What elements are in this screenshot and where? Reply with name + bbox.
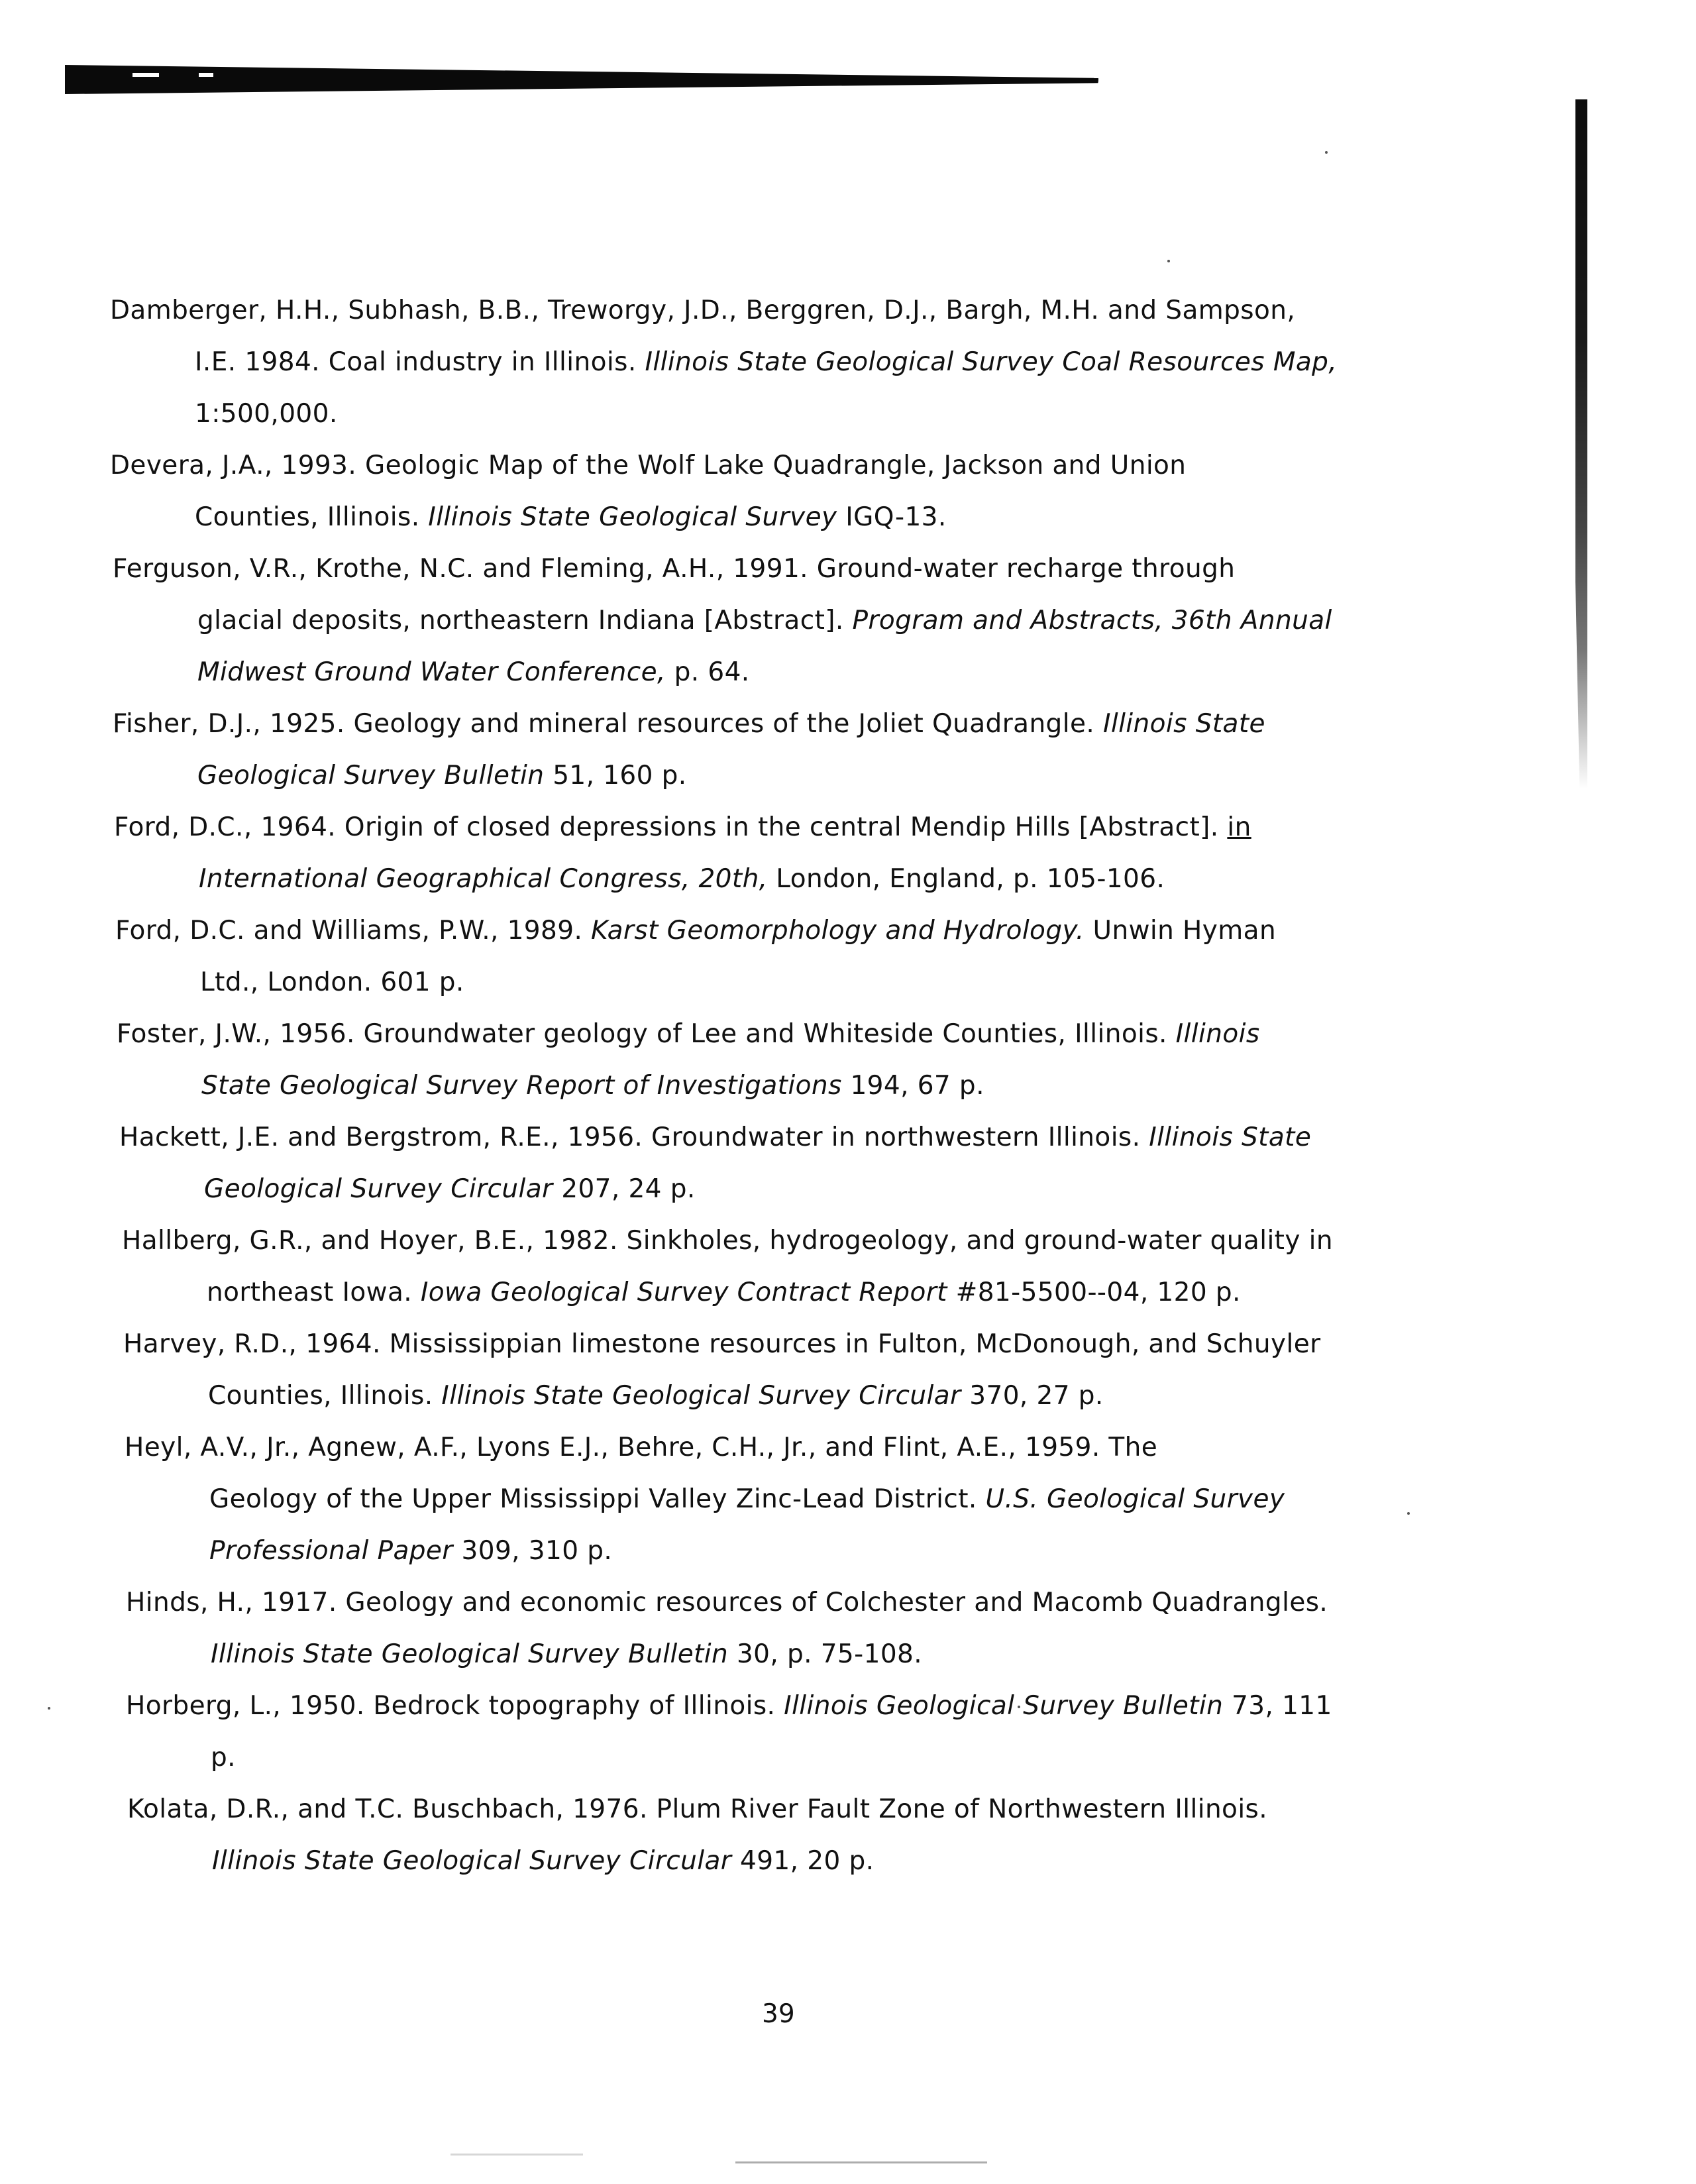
reference-entry bbox=[122, 1215, 1333, 1319]
scan-smudge bbox=[450, 2154, 583, 2156]
italic-title: Illinois State bbox=[1102, 709, 1265, 739]
scan-dot bbox=[1325, 151, 1328, 154]
reference-continuation-line bbox=[115, 957, 1276, 1009]
italic-title: Illinois State Geological Survey bbox=[428, 502, 837, 532]
reference-text: Devera, J.A., 1993. Geologic Map of the Wolf Lake Quadrangle, Jackson and Union bbox=[110, 451, 1187, 480]
reference-continuation-line bbox=[125, 1474, 1285, 1525]
reference-text: glacial deposits, northeastern Indiana [Abstract]. bbox=[197, 606, 853, 635]
italic-title: Illinois State Geological Survey Circular bbox=[441, 1381, 961, 1411]
reference-text: Heyl, A.V., Jr., Agnew, A.F., Lyons E.J., Behre, C.H., Jr., and Flint, A.E., 1959. The bbox=[125, 1433, 1158, 1462]
reference-text: 73, 111 bbox=[1223, 1691, 1332, 1721]
reference-continuation-line bbox=[114, 853, 1251, 905]
italic-title: Illinois bbox=[1175, 1019, 1260, 1049]
reference-text: northeast Iowa. bbox=[207, 1278, 421, 1307]
reference-continuation-line bbox=[119, 1164, 1311, 1215]
reference-entry bbox=[126, 1680, 1332, 1784]
reference-entry bbox=[126, 1577, 1328, 1680]
reference-first-line bbox=[110, 285, 1337, 337]
reference-continuation-line bbox=[117, 1060, 1260, 1112]
reference-text: Foster, J.W., 1956. Groundwater geology of Lee and Whiteside Counties, Illinois. bbox=[117, 1019, 1176, 1049]
scan-dot bbox=[1407, 1512, 1410, 1515]
reference-entry bbox=[114, 802, 1251, 905]
reference-text: Unwin Hyman bbox=[1084, 916, 1277, 946]
reference-continuation-line bbox=[126, 1732, 1332, 1784]
reference-text: 1:500,000. bbox=[195, 399, 338, 429]
reference-text: Ltd., London. 601 p. bbox=[200, 967, 464, 997]
reference-first-line bbox=[126, 1577, 1328, 1629]
reference-text: 194, 67 p. bbox=[841, 1071, 984, 1101]
reference-text: Counties, Illinois. bbox=[195, 502, 429, 532]
reference-text: Ford, D.C. and Williams, P.W., 1989. bbox=[115, 916, 592, 946]
scan-speck bbox=[132, 73, 159, 77]
underlined-text: in bbox=[1227, 812, 1251, 842]
reference-text: Hinds, H., 1917. Geology and economic resources of Colchester and Macomb Quadrangles. bbox=[126, 1588, 1328, 1617]
reference-text: Counties, Illinois. bbox=[208, 1381, 442, 1411]
reference-entry bbox=[123, 1319, 1321, 1422]
reference-continuation-line bbox=[110, 492, 1186, 543]
reference-text: Damberger, H.H., Subhash, B.B., Treworgy, J.D., Berggren, D.J., Bargh, M.H. and Sampson, bbox=[110, 296, 1296, 325]
reference-text: 309, 310 p. bbox=[452, 1536, 613, 1566]
italic-title: Illinois Geological Survey Bulletin bbox=[784, 1691, 1224, 1721]
reference-continuation-line bbox=[110, 337, 1337, 388]
reference-text: p. 64. bbox=[665, 657, 750, 687]
reference-text: Ford, D.C., 1964. Origin of closed depressions in the central Mendip Hills [Abstract]. bbox=[114, 812, 1228, 842]
italic-title: Iowa Geological Survey Contract Report bbox=[420, 1278, 947, 1307]
scan-dot bbox=[1167, 260, 1170, 262]
italic-title: International Geographical Congress, 20th, bbox=[199, 864, 768, 894]
reference-text: Ferguson, V.R., Krothe, N.C. and Fleming, A.H., 1991. Ground-water recharge through bbox=[113, 554, 1236, 584]
scan-edge-bar bbox=[65, 65, 1098, 94]
italic-title: Illinois State Geological Survey Circular bbox=[212, 1846, 732, 1876]
reference-entry bbox=[115, 905, 1276, 1009]
reference-text: 51, 160 p. bbox=[544, 761, 687, 791]
reference-text: 370, 27 p. bbox=[961, 1381, 1104, 1411]
reference-text: Hackett, J.E. and Bergstrom, R.E., 1956. Groundwater in northwestern Illinois. bbox=[119, 1122, 1149, 1152]
italic-title: Midwest Ground Water Conference, bbox=[197, 657, 666, 687]
reference-first-line bbox=[114, 802, 1251, 853]
reference-entry bbox=[119, 1112, 1311, 1215]
reference-text: Kolata, D.R., and T.C. Buschbach, 1976. Plum River Fault Zone of Northwestern Illinois. bbox=[127, 1794, 1268, 1824]
scan-speck bbox=[199, 73, 213, 77]
reference-entry bbox=[110, 440, 1186, 543]
reference-text: London, England, p. 105-106. bbox=[767, 864, 1165, 894]
italic-title: Geological Survey Bulletin bbox=[197, 761, 545, 791]
reference-text: #81-5500--04, 120 p. bbox=[947, 1278, 1241, 1307]
reference-continuation-line bbox=[127, 1835, 1267, 1887]
reference-text: 491, 20 p. bbox=[731, 1846, 874, 1876]
reference-text: I.E. 1984. Coal industry in Illinois. bbox=[195, 347, 645, 377]
reference-continuation-line bbox=[123, 1370, 1321, 1422]
reference-text: p. bbox=[211, 1743, 236, 1773]
page-number: 39 bbox=[762, 1999, 795, 2029]
reference-entry bbox=[110, 285, 1337, 440]
scan-smudge bbox=[735, 2161, 987, 2163]
reference-text: Fisher, D.J., 1925. Geology and mineral resources of the Joliet Quadrangle. bbox=[113, 709, 1103, 739]
italic-title: Illinois State bbox=[1149, 1122, 1312, 1152]
reference-first-line bbox=[117, 1009, 1260, 1060]
reference-continuation-line bbox=[122, 1267, 1333, 1319]
scan-margin-bar bbox=[1575, 99, 1587, 789]
reference-first-line bbox=[125, 1422, 1285, 1474]
reference-continuation-line bbox=[125, 1525, 1285, 1577]
reference-text: Harvey, R.D., 1964. Mississippian limestone resources in Fulton, McDonough, and Schuyler bbox=[123, 1329, 1321, 1359]
reference-continuation-line bbox=[113, 595, 1332, 647]
italic-title: Karst Geomorphology and Hydrology. bbox=[591, 916, 1085, 946]
italic-title: U.S. Geological Survey bbox=[985, 1484, 1285, 1514]
reference-entry bbox=[127, 1784, 1267, 1887]
italic-title: Professional Paper bbox=[209, 1536, 453, 1566]
scan-dot bbox=[48, 1707, 50, 1710]
italic-title: Illinois State Geological Survey Bulletin bbox=[211, 1639, 729, 1669]
italic-title: Program and Abstracts, 36th Annual bbox=[852, 606, 1332, 635]
reference-continuation-line bbox=[110, 388, 1337, 440]
reference-entry bbox=[125, 1422, 1285, 1577]
reference-text: Horberg, L., 1950. Bedrock topography of Illinois. bbox=[126, 1691, 784, 1721]
italic-title: Illinois State Geological Survey Coal Resources Map, bbox=[645, 347, 1338, 377]
reference-first-line bbox=[122, 1215, 1333, 1267]
reference-first-line bbox=[110, 440, 1186, 492]
reference-text: IGQ-13. bbox=[837, 502, 947, 532]
reference-first-line bbox=[115, 905, 1276, 957]
reference-entry bbox=[117, 1009, 1260, 1112]
reference-entry bbox=[113, 543, 1332, 698]
reference-first-line bbox=[126, 1680, 1332, 1732]
reference-first-line bbox=[127, 1784, 1267, 1835]
reference-entry bbox=[113, 698, 1265, 802]
reference-continuation-line bbox=[126, 1629, 1328, 1680]
italic-title: State Geological Survey Report of Investigations bbox=[201, 1071, 842, 1101]
reference-first-line bbox=[119, 1112, 1311, 1164]
reference-first-line bbox=[123, 1319, 1321, 1370]
reference-text: Geology of the Upper Mississippi Valley Zinc-Lead District. bbox=[209, 1484, 986, 1514]
reference-text: 207, 24 p. bbox=[553, 1174, 696, 1204]
reference-text: 30, p. 75-108. bbox=[728, 1639, 923, 1669]
reference-continuation-line bbox=[113, 750, 1265, 802]
reference-first-line bbox=[113, 698, 1265, 750]
reference-continuation-line bbox=[113, 647, 1332, 698]
reference-text: Hallberg, G.R., and Hoyer, B.E., 1982. Sinkholes, hydrogeology, and ground-water quality in bbox=[122, 1226, 1333, 1256]
reference-first-line bbox=[113, 543, 1332, 595]
italic-title: Geological Survey Circular bbox=[204, 1174, 553, 1204]
